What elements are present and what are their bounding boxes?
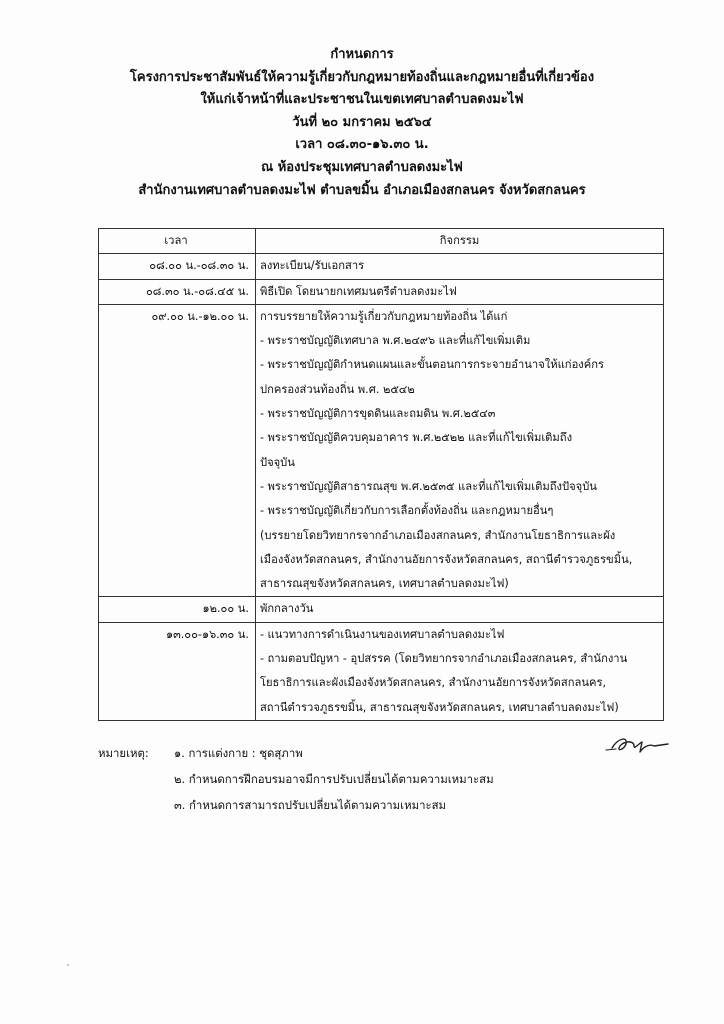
note-item: ๑. การแต่งกาย : ชุดสุภาพ xyxy=(174,746,303,760)
note-item: ๒. กำหนดการฝึกอบรมอาจมีการปรับเปลี่ยนได้ตามความเหมาะสม xyxy=(174,772,494,786)
table-row xyxy=(99,304,664,597)
activity-line: - พระราชบัญญัติเทศบาล พ.ศ.๒๔๙๖ และที่แก้ไขเพิ่มเติม xyxy=(259,334,531,348)
schedule-table xyxy=(98,228,664,721)
activity-line: - พระราชบัญญัติกำหนดแผนและขั้นตอนการกระจายอำนาจให้แก่องค์กร xyxy=(259,358,605,372)
header-project-name: โครงการประชาสัมพันธ์ให้ความรู้เกี่ยวกับกฎหมายท้องถิ่นและกฎหมายอื่นที่เกี่ยวข้อง xyxy=(129,69,595,85)
note-item: ๓. กำหนดการสามารถปรับเปลี่ยนได้ตามความเหมาะสม xyxy=(174,798,447,812)
time-cell: ๐๙.๐๐ น.-๑๒.๐๐ น. xyxy=(99,304,256,597)
header-office: สำนักงานเทศบาลตำบลดงมะไฟ ตำบลขมิ้น อำเภอเมืองสกลนคร จังหวัดสกลนคร xyxy=(138,182,586,198)
activity-line: เมืองจังหวัดสกลนคร, สำนักงานอัยการจังหวัดสกลนคร, สถานีตำรวจภูธรขมิ้น, xyxy=(259,552,633,566)
activity-line: - พระราชบัญญัติเกี่ยวกับการเลือกตั้งท้องถิ่น และกฎหมายอื่นๆ xyxy=(259,504,554,518)
activity-line: พักกลางวัน xyxy=(259,602,314,616)
activity-line: การบรรยายให้ความรู้เกี่ยวกับกฎหมายท้องถิ่น ได้แก่ xyxy=(259,309,508,323)
activity-line: พิธีเปิด โดยนายกเทศมนตรีตำบลดงมะไฟ xyxy=(259,284,457,298)
activity-line: ปกครองส่วนท้องถิ่น พ.ศ. ๒๕๔๒ xyxy=(259,382,415,396)
activity-line: - พระราชบัญญัติสาธารณสุข พ.ศ.๒๕๓๕ และที่แก้ไขเพิ่มเติมถึงปัจจุบัน xyxy=(259,479,597,493)
header-title: กำหนดการ xyxy=(330,47,394,62)
activity-line: (บรรยายโดยวิทยากรจากอำเภอเมืองสกลนคร, สำนักงานโยธาธิการและผัง xyxy=(259,528,616,542)
activity-line: ลงทะเบียน/รับเอกสาร xyxy=(259,259,365,273)
table-row xyxy=(99,622,664,720)
schedule-body xyxy=(99,254,664,721)
activity-cell xyxy=(255,622,663,720)
column-header-time: เวลา xyxy=(99,229,256,254)
handwritten-signature xyxy=(604,732,674,758)
activity-line: ปัจจุบัน xyxy=(259,455,295,469)
table-row xyxy=(99,597,664,622)
table-row xyxy=(99,279,664,304)
activity-line: - พระราชบัญญัติควบคุมอาคาร พ.ศ.๒๕๒๒ และที่แก้ไขเพิ่มเติมถึง xyxy=(259,431,573,445)
column-header-activity: กิจกรรม xyxy=(255,229,663,254)
scan-speck xyxy=(67,964,69,966)
header-date: วันที่ ๒๐ มกราคม ๒๕๖๔ xyxy=(292,114,432,130)
activity-cell xyxy=(255,254,663,279)
activity-line: - พระราชบัญญัติการขุดดินและถมดิน พ.ศ.๒๕๔๓ xyxy=(259,407,496,421)
notes-list xyxy=(174,740,614,818)
time-cell: ๐๘.๐๐ น.-๐๘.๓๐ น. xyxy=(99,254,256,279)
activity-cell xyxy=(255,304,663,597)
table-row xyxy=(99,254,664,279)
activity-line: - ถามตอบปัญหา - อุปสรรค (โดยวิทยากรจากอำเภอเมืองสกลนคร, สำนักงาน xyxy=(259,652,628,666)
notes-label: หมายเหตุ: xyxy=(98,746,149,760)
time-cell: ๑๓.๐๐-๑๖.๓๐ น. xyxy=(99,622,256,720)
header-venue: ณ ห้องประชุมเทศบาลตำบลดงมะไฟ xyxy=(261,159,463,175)
header-audience: ให้แก่เจ้าหน้าที่และประชาชนในเขตเทศบาลตำบลดงมะไฟ xyxy=(200,92,524,108)
activity-line: สถานีตำรวจภูธรขมิ้น, สาธารณสุขจังหวัดสกลนคร, เทศบาลตำบลดงมะไฟ) xyxy=(259,700,619,714)
activity-line: สาธารณสุขจังหวัดสกลนคร, เทศบาลตำบลดงมะไฟ) xyxy=(259,577,509,591)
time-cell: ๑๒.๐๐ น. xyxy=(99,597,256,622)
table-header-row xyxy=(99,229,664,254)
header-time: เวลา ๐๘.๓๐-๑๖.๓๐ น. xyxy=(295,137,429,153)
activity-cell xyxy=(255,279,663,304)
activity-line: โยธาธิการและผังเมืองจังหวัดสกลนคร, สำนักงานอัยการจังหวัดสกลนคร, xyxy=(259,676,607,690)
activity-line: - แนวทางการดำเนินงานของเทศบาลตำบลดงมะไฟ xyxy=(259,627,505,641)
activity-cell xyxy=(255,597,663,622)
time-cell: ๐๘.๓๐ น.-๐๘.๔๕ น. xyxy=(99,279,256,304)
document-header xyxy=(0,44,724,202)
